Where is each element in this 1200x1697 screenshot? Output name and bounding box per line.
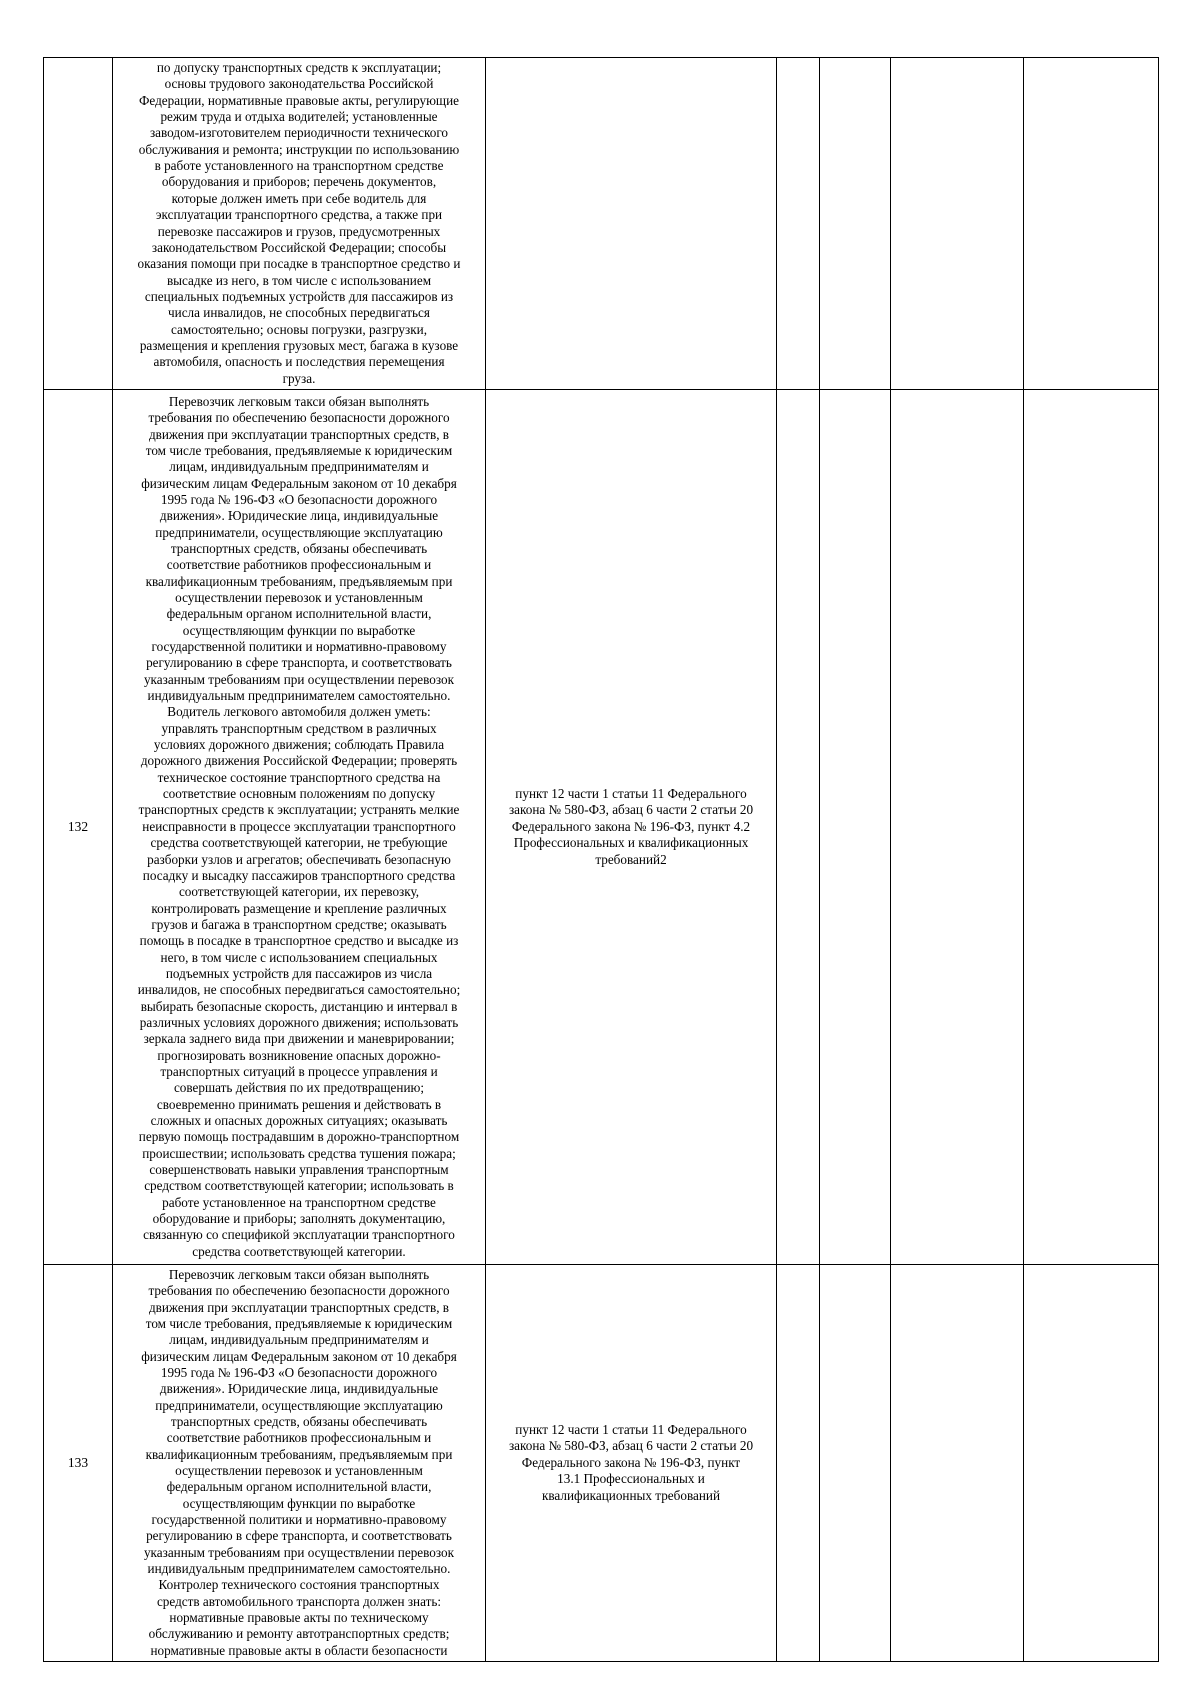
table-row	[44, 390, 1159, 1265]
table-row	[44, 1265, 1159, 1662]
requirement-text: Перевозчик легковым такси обязан выполнять требования по обеспечению безопасности дорожного движения при эксплуатации транспортных средств, в том числе требования, предъявляемые к юридическим лицам, индивидуальным предпринимателям и физическим лицам Федеральным законом от 10 декабря 1995 года № 196-ФЗ «О безопасности дорожного движения». Юридические лица, индивидуальные предприниматели, осуществляющие эксплуатацию транспортных средств, обязаны обеспечивать соответствие работников профессиональным и квалификационным требованиям, предъявляемым при осуществлении перевозок и установленным федеральным органом исполнительной власти, осуществляющим функции по выработке государственной политики и нормативно-правовому регулированию в сфере транспорта, и соответствовать указанным требованиям при осуществлении перевозок индивидуальным предпринимателем самостоятельно. Контролер технического состояния транспортных средств автомобильного транспорта должен знать: нормативные правовые акты по техническому обслуживанию и ремонту автотранспортных средств; нормативные правовые акты в области безопасности	[141, 1266, 457, 1658]
requirement-cell	[113, 58, 486, 390]
answer-yes-cell[interactable]	[777, 58, 820, 390]
answer-no-cell[interactable]	[820, 58, 891, 390]
legal-reference-cell	[486, 1265, 777, 1662]
legal-reference-cell	[486, 58, 777, 390]
note-cell[interactable]	[1024, 390, 1159, 1265]
answer-yes-cell[interactable]	[777, 1265, 820, 1662]
requirement-text: по допуску транспортных средств к эксплуатации; основы трудового законодательства Российской Федерации, нормативные правовые акты, регулирующие режим труда и отдыха водителей; установленные заводом-изготовителем периодичности технического обслуживания и ремонта; инструкции по использованию в работе установленного на транспортном средстве оборудования и приборов; перечень документов, которые должен иметь при себе водитель для эксплуатации транспортного средства, а также при перевозке пассажиров и грузов, предусмотренных законодательством Российской Федерации; способы оказания помощи при посадке в транспортное средство и высадке из него, в том числе с использованием специальных подъемных устройств для пассажиров из числа инвалидов, не способных передвигаться самостоятельно; основы погрузки, разгрузки, размещения и крепления грузовых мест, багажа в кузове автомобиля, опасность и последствия перемещения груза.	[137, 60, 461, 386]
row-number	[44, 58, 113, 390]
note-cell[interactable]	[1024, 1265, 1159, 1662]
row-number: 133	[44, 1265, 113, 1662]
note-cell[interactable]	[1024, 58, 1159, 390]
answer-no-cell[interactable]	[820, 1265, 891, 1662]
legal-reference-cell	[486, 390, 777, 1265]
requirement-cell	[113, 1265, 486, 1662]
answer-no-cell[interactable]	[820, 390, 891, 1265]
not-applicable-cell[interactable]	[891, 58, 1024, 390]
legal-reference-text: пункт 12 части 1 статьи 11 Федерального закона № 580-ФЗ, абзац 6 части 2 статьи 20 Федерального закона № 196-ФЗ, пункт 4.2 Профессиональных и квалификационных требований2	[508, 786, 754, 867]
requirement-cell	[113, 390, 486, 1265]
requirement-text: Перевозчик легковым такси обязан выполнять требования по обеспечению безопасности дорожного движения при эксплуатации транспортных средств, в том числе требования, предъявляемые к юридическим лицам, индивидуальным предпринимателям и физическим лицам Федеральным законом от 10 декабря 1995 года № 196-ФЗ «О безопасности дорожного движения». Юридические лица, индивидуальные предприниматели, осуществляющие эксплуатацию транспортных средств, обязаны обеспечивать соответствие работников профессиональным и квалификационным требованиям, предъявляемым при осуществлении перевозок и установленным федеральным органом исполнительной власти, осуществляющим функции по выработке государственной политики и нормативно-правовому регулированию в сфере транспорта, и соответствовать указанным требованиям при осуществлении перевозок индивидуальным предпринимателем самостоятельно. Водитель легкового автомобиля должен уметь: управлять транспортным средством в различных условиях дорожного движения; соблюдать Правила дорожного движения Российской Федерации; проверять техническое состояние транспортного средства на соответствие основным положениям по допуску транспортных средств к эксплуатации; устранять мелкие неисправности в процессе эксплуатации транспортного средства соответствующей категории, не требующие разборки узлов и агрегатов; обеспечивать безопасную посадку и высадку пассажиров транспортного средства соответствующей категории, их перевозку, контролировать размещение и крепление различных грузов и багажа в транспортном средстве; оказывать помощь в посадке в транспортное средство и высадке из него, в том числе с использованием специальных подъемных устройств для пассажиров из числа инвалидов, не способных передвигаться самостоятельно; выбирать безопасные скорость, дистанцию и интервал в различных условиях дорожного движения; использовать зеркала заднего вида при движении и маневрировании; прогнозировать возникновение опасных дорожно- транспортных ситуаций в процессе управления и совершать действия по их предотвращению; своевременно принимать решения и действовать в сложных и опасных дорожных ситуациях; оказывать первую помощь пострадавшим в дорожно-транспортном происшествии; использовать средства тушения пожара; совершенствовать навыки управления транспортным средством соответствующей категории; использовать в работе установленное на транспортном средстве оборудование и приборы; заполнять документацию, связанную со спецификой эксплуатации транспортного средства соответствующей категории.	[137, 393, 461, 1259]
not-applicable-cell[interactable]	[891, 390, 1024, 1265]
answer-yes-cell[interactable]	[777, 390, 820, 1265]
legal-reference-text: пункт 12 части 1 статьи 11 Федерального закона № 580-ФЗ, абзац 6 части 2 статьи 20 Федерального закона № 196-ФЗ, пункт 13.1 Профессиональных и квалификационных требований	[508, 1422, 754, 1503]
not-applicable-cell[interactable]	[891, 1265, 1024, 1662]
row-number: 132	[44, 390, 113, 1265]
table-row	[44, 58, 1159, 390]
checklist-table	[43, 57, 1159, 1662]
